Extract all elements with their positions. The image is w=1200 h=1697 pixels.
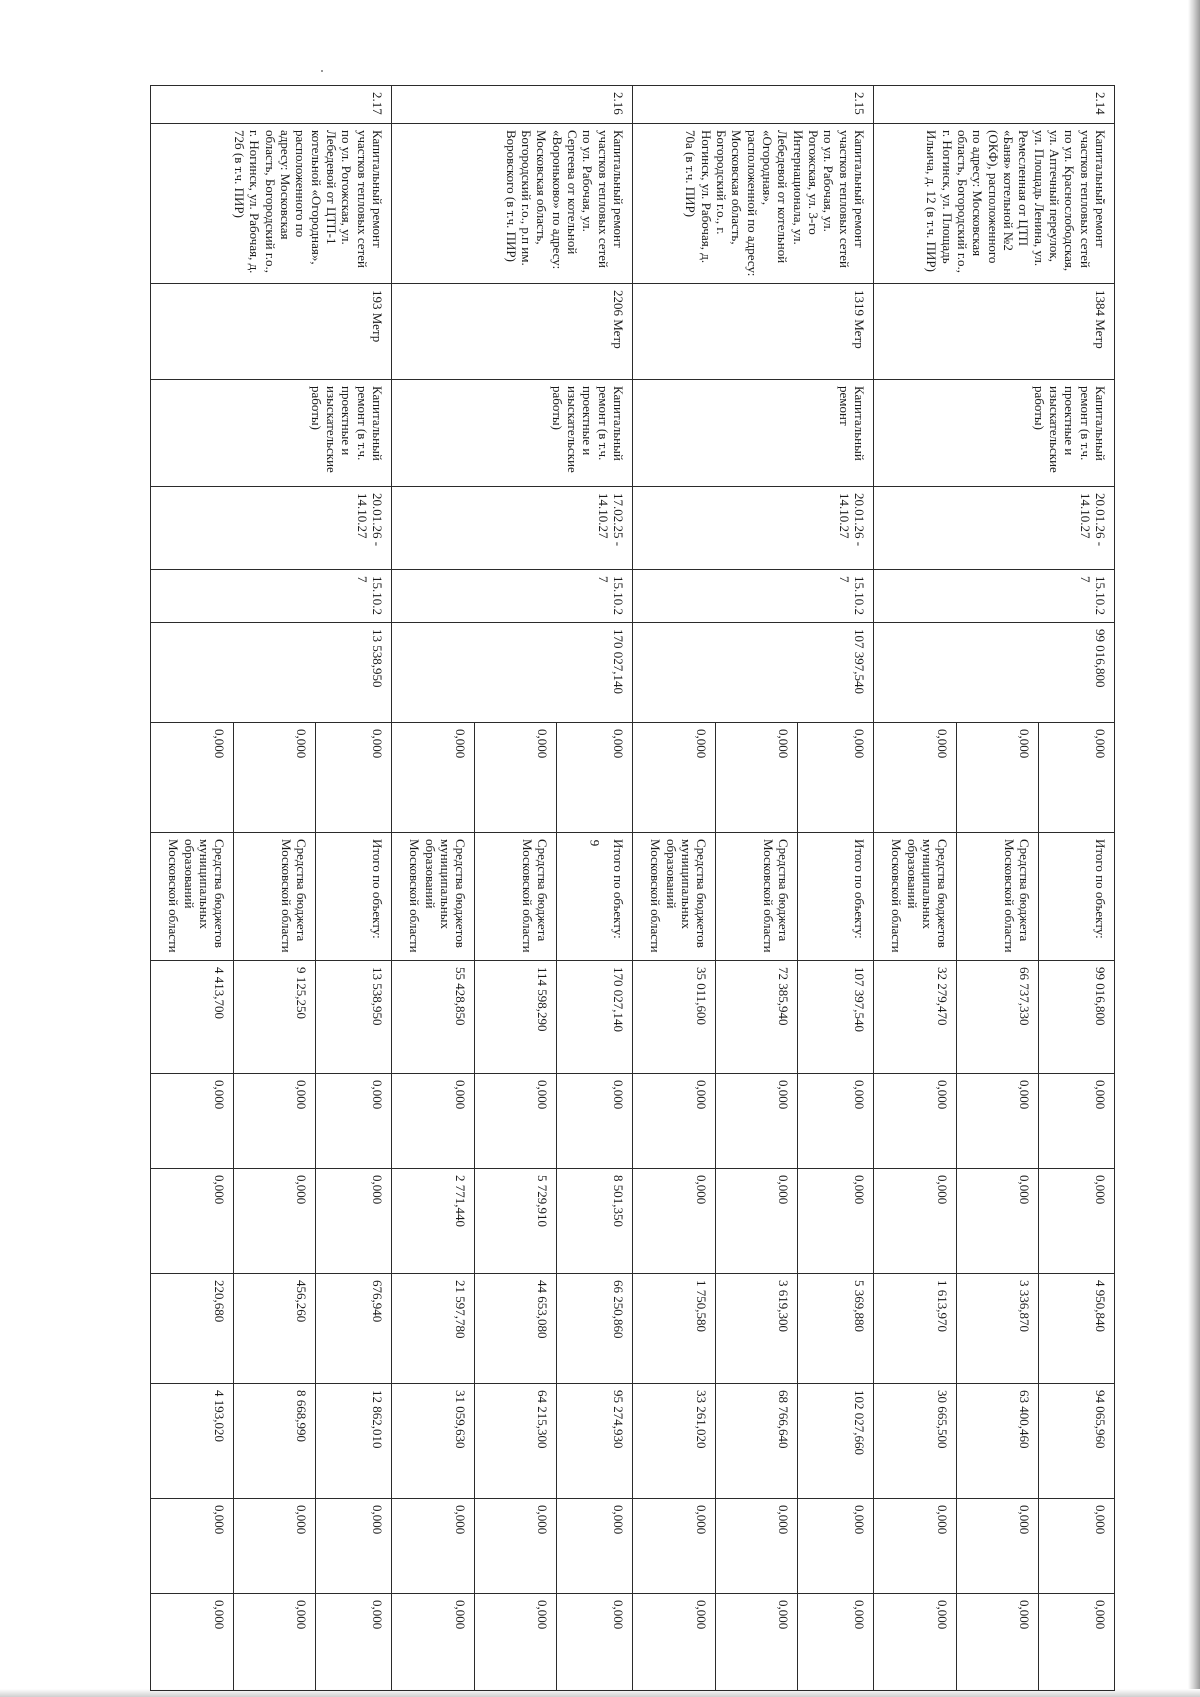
- amount-cell: 1 613,970: [874, 1274, 957, 1384]
- amount-cell: 3 619,300: [716, 1274, 798, 1384]
- amount-cell: 21 597,780: [392, 1274, 475, 1384]
- amount-cell: 12 862,010: [316, 1384, 392, 1499]
- paid-cell: 0,000: [1039, 723, 1115, 833]
- funding-source-cell: Итого по объекту:: [1039, 833, 1115, 961]
- amount-cell: 0,000: [633, 1169, 716, 1274]
- funding-source-cell: Итого по объекту:: [557, 833, 633, 961]
- amount-cell: 4 413,700: [151, 961, 234, 1074]
- total-cost-cell: 13 538,950: [151, 623, 392, 723]
- amount-cell: 0,000: [957, 1499, 1039, 1594]
- amount-cell: 72 385,940: [716, 961, 798, 1074]
- paid-cell: 0,000: [874, 723, 957, 833]
- amount-cell: 95 274,930: [557, 1384, 633, 1499]
- amount-cell: 33 261,020: [633, 1384, 716, 1499]
- scan-edge-right: [1188, 0, 1200, 1697]
- paid-cell: 0,000: [798, 723, 874, 833]
- amount-cell: 170 027,140: [557, 961, 633, 1074]
- total-cost-cell: 107 397,540: [633, 623, 874, 723]
- amount-cell: 30 665,500: [874, 1384, 957, 1499]
- amount-cell: 220,680: [151, 1274, 234, 1384]
- amount-cell: 0,000: [798, 1169, 874, 1274]
- amount-cell: 64 215,300: [475, 1384, 557, 1499]
- commission-date-cell: 15.10.27: [392, 570, 633, 623]
- amount-cell: 0,000: [151, 1169, 234, 1274]
- amount-cell: 0,000: [798, 1594, 874, 1691]
- funding-source-cell: Средства бюджета Московской области: [234, 833, 316, 961]
- amount-cell: 0,000: [557, 1594, 633, 1691]
- amount-cell: 0,000: [392, 1594, 475, 1691]
- capacity-cell: 1319 Метр: [633, 284, 874, 380]
- amount-cell: 8 501,350: [557, 1169, 633, 1274]
- object-name-cell: Капитальный ремонт участков тепловых сетей по ул. Рогожская, ул. Лебедевой от ЦТП-1 котельной «Огородная», расположенного по адресу: Московская область, Богородский г.о., г. Ногинск, ул. Рабочая, д. 72б (в т.ч. ПИР): [151, 124, 392, 284]
- table-row: [798, 86, 874, 1691]
- amount-cell: 0,000: [874, 1594, 957, 1691]
- funding-source-cell: Средства бюджета Московской области: [475, 833, 557, 961]
- amount-cell: 94 065,960: [1039, 1384, 1115, 1499]
- row-number-cell: 2.17: [151, 86, 392, 124]
- amount-cell: 0,000: [392, 1074, 475, 1169]
- amount-cell: 0,000: [475, 1499, 557, 1594]
- funding-source-cell: Итого по объекту:: [798, 833, 874, 961]
- row-number-cell: 2.15: [633, 86, 874, 124]
- amount-cell: 44 653,080: [475, 1274, 557, 1384]
- amount-cell: 3 336,870: [957, 1274, 1039, 1384]
- amount-cell: 13 538,950: [316, 961, 392, 1074]
- amount-cell: 4 950,840: [1039, 1274, 1115, 1384]
- amount-cell: 55 428,850: [392, 961, 475, 1074]
- amount-cell: 68 766,640: [716, 1384, 798, 1499]
- amount-cell: 107 397,540: [798, 961, 874, 1074]
- object-name-cell: Капитальный ремонт участков тепловых сетей по ул. Рабочая, ул. Сергеева от котельной «Вороньково» по адресу: Московская область, Богородский г.о., р.п им. Воровского (в т.ч. ПИР): [392, 124, 633, 284]
- paid-cell: 0,000: [633, 723, 716, 833]
- amount-cell: 0,000: [798, 1074, 874, 1169]
- amount-cell: 66 250,860: [557, 1274, 633, 1384]
- amount-cell: 2 771,440: [392, 1169, 475, 1274]
- work-type-cell: Капитальный ремонт (в т.ч. проектные и изыскательские работы): [151, 380, 392, 487]
- amount-cell: 0,000: [151, 1499, 234, 1594]
- amount-cell: 1 750,580: [633, 1274, 716, 1384]
- amount-cell: 0,000: [633, 1499, 716, 1594]
- commission-date-cell: 15.10.27: [151, 570, 392, 623]
- scan-speck: [321, 70, 323, 72]
- total-cost-cell: 99 016,800: [874, 623, 1115, 723]
- amount-cell: 456,260: [234, 1274, 316, 1384]
- funding-source-cell: Средства бюджетов муниципальных образований Московской области: [633, 833, 716, 961]
- amount-cell: 32 279,470: [874, 961, 957, 1074]
- amount-cell: 0,000: [1039, 1169, 1115, 1274]
- amount-cell: 0,000: [874, 1169, 957, 1274]
- row-number-cell: 2.14: [874, 86, 1115, 124]
- object-name-cell: Капитальный ремонт участков тепловых сетей по ул. Рабочая, ул. Рогожская, ул. 3-го Интернационала, ул. Лебедевой от котельной «Огородная», расположенной по адресу: Московская область, Богородский г.о., г. Ногинск, ул. Рабочая, д. 70а (в т.ч. ПИР): [633, 124, 874, 284]
- table-row: [1039, 86, 1115, 1691]
- amount-cell: 0,000: [151, 1594, 234, 1691]
- amount-cell: 0,000: [316, 1169, 392, 1274]
- table-body: [151, 86, 1115, 1691]
- period-cell: 20.01.26 - 14.10.27: [874, 487, 1115, 570]
- funding-source-cell: Средства бюджетов муниципальных образований Московской области: [874, 833, 957, 961]
- amount-cell: 31 059,630: [392, 1384, 475, 1499]
- table-row: [557, 86, 633, 1691]
- funding-source-cell: Средства бюджета Московской области: [957, 833, 1039, 961]
- paid-cell: 0,000: [957, 723, 1039, 833]
- amount-cell: 0,000: [633, 1594, 716, 1691]
- amount-cell: 0,000: [874, 1074, 957, 1169]
- amount-cell: 5 369,880: [798, 1274, 874, 1384]
- paid-cell: 0,000: [392, 723, 475, 833]
- funding-source-cell: Средства бюджетов муниципальных образований Московской области: [392, 833, 475, 961]
- funding-source-cell: Средства бюджета Московской области: [716, 833, 798, 961]
- amount-cell: 0,000: [716, 1074, 798, 1169]
- commission-date-cell: 15.10.27: [633, 570, 874, 623]
- page-number: 9: [587, 839, 603, 847]
- capacity-cell: 1384 Метр: [874, 284, 1115, 380]
- paid-cell: 0,000: [316, 723, 392, 833]
- object-name-cell: Капитальный ремонт участков тепловых сетей по ул. Краснослободская, ул. Аптечный переулок, ул. Площадь Ленина, ул. Ремесленная от ЦТП «Баня» котельной №2 (ОКФ), расположенного по адресу: Московская область, Богородский г.о., г. Ногинск, ул. Площадь Ильича, д. 12 (в т.ч. ПИР): [874, 124, 1115, 284]
- amount-cell: 0,000: [633, 1074, 716, 1169]
- amount-cell: 0,000: [1039, 1594, 1115, 1691]
- amount-cell: 0,000: [1039, 1499, 1115, 1594]
- amount-cell: 0,000: [716, 1594, 798, 1691]
- amount-cell: 35 011,600: [633, 961, 716, 1074]
- amount-cell: 9 125,250: [234, 961, 316, 1074]
- amount-cell: 66 737,330: [957, 961, 1039, 1074]
- amount-cell: 0,000: [475, 1594, 557, 1691]
- amount-cell: 0,000: [798, 1499, 874, 1594]
- amount-cell: 0,000: [1039, 1074, 1115, 1169]
- amount-cell: 0,000: [957, 1169, 1039, 1274]
- amount-cell: 0,000: [475, 1074, 557, 1169]
- amount-cell: 0,000: [874, 1499, 957, 1594]
- amount-cell: 0,000: [716, 1169, 798, 1274]
- amount-cell: 0,000: [234, 1594, 316, 1691]
- amount-cell: 4 193,020: [151, 1384, 234, 1499]
- amount-cell: 0,000: [234, 1169, 316, 1274]
- amount-cell: 0,000: [557, 1499, 633, 1594]
- amount-cell: 0,000: [957, 1074, 1039, 1169]
- work-type-cell: Капитальный ремонт (в т.ч. проектные и изыскательские работы): [874, 380, 1115, 487]
- total-cost-cell: 170 027,140: [392, 623, 633, 723]
- paid-cell: 0,000: [716, 723, 798, 833]
- amount-cell: 5 729,910: [475, 1169, 557, 1274]
- period-cell: 20.01.26 - 14.10.27: [633, 487, 874, 570]
- rotated-table-container: [150, 85, 1115, 1630]
- amount-cell: 0,000: [316, 1594, 392, 1691]
- table-row: [316, 86, 392, 1691]
- work-type-cell: Капитальный ремонт (в т.ч. проектные и изыскательские работы): [392, 380, 633, 487]
- paid-cell: 0,000: [557, 723, 633, 833]
- paid-cell: 0,000: [151, 723, 234, 833]
- amount-cell: 676,940: [316, 1274, 392, 1384]
- period-cell: 17.02.25 - 14.10.27: [392, 487, 633, 570]
- capacity-cell: 193 Метр: [151, 284, 392, 380]
- amount-cell: 8 668,990: [234, 1384, 316, 1499]
- funding-source-cell: Средства бюджетов муниципальных образований Московской области: [151, 833, 234, 961]
- paid-cell: 0,000: [234, 723, 316, 833]
- funding-source-cell: Итого по объекту:: [316, 833, 392, 961]
- amount-cell: 114 598,290: [475, 961, 557, 1074]
- work-type-cell: Капитальный ремонт: [633, 380, 874, 487]
- period-cell: 20.01.26 - 14.10.27: [151, 487, 392, 570]
- amount-cell: 0,000: [316, 1499, 392, 1594]
- amount-cell: 0,000: [234, 1499, 316, 1594]
- amount-cell: 102 027,660: [798, 1384, 874, 1499]
- amount-cell: 0,000: [234, 1074, 316, 1169]
- amount-cell: 0,000: [316, 1074, 392, 1169]
- capacity-cell: 2206 Метр: [392, 284, 633, 380]
- amount-cell: 0,000: [716, 1499, 798, 1594]
- paid-cell: 0,000: [475, 723, 557, 833]
- amount-cell: 63 400,460: [957, 1384, 1039, 1499]
- budget-table: [150, 85, 1115, 1691]
- row-number-cell: 2.16: [392, 86, 633, 124]
- amount-cell: 0,000: [151, 1074, 234, 1169]
- amount-cell: 99 016,800: [1039, 961, 1115, 1074]
- commission-date-cell: 15.10.27: [874, 570, 1115, 623]
- amount-cell: 0,000: [557, 1074, 633, 1169]
- amount-cell: 0,000: [392, 1499, 475, 1594]
- amount-cell: 0,000: [957, 1594, 1039, 1691]
